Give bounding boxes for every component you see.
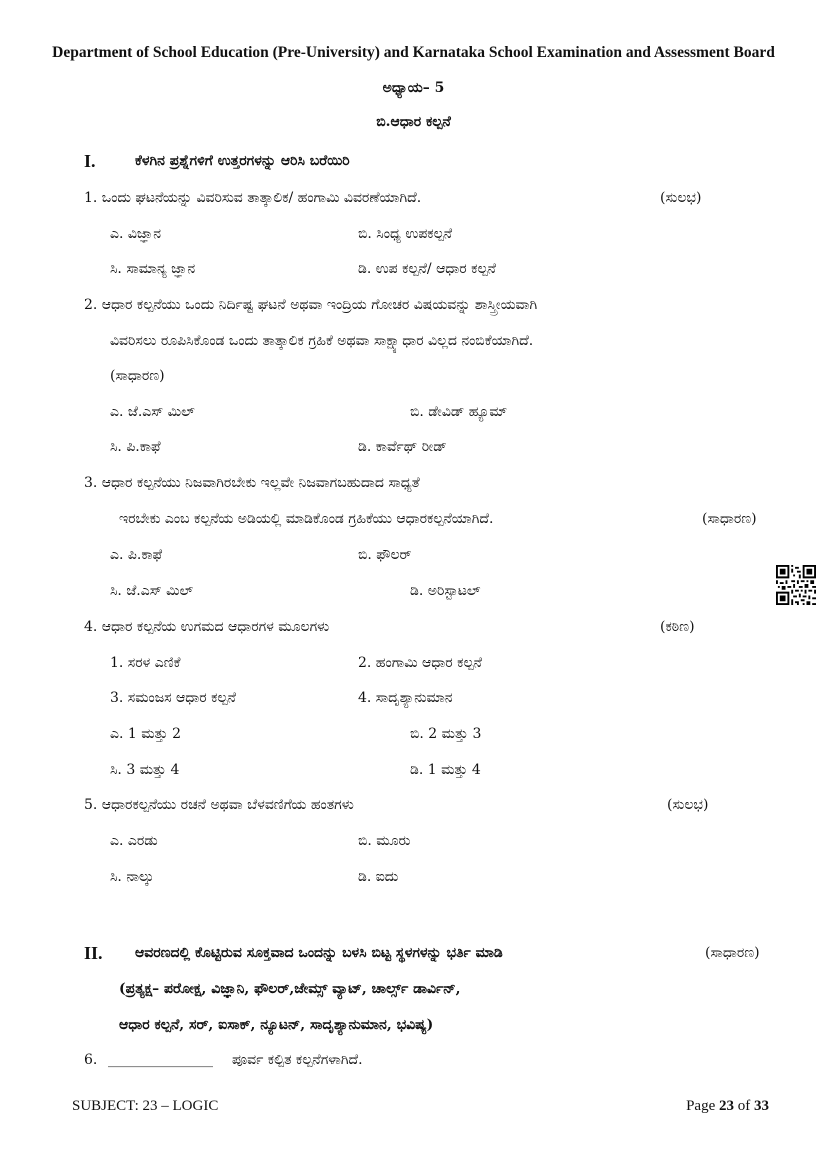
question-5-text: 5. ಆಧಾರಕಲ್ಪನೆಯು ರಚನೆ ಅಥವಾ ಬೆಳವಣಿಗೆಯ ಹಂತಗಳು [84,797,354,813]
question-2-option-c: ಸಿ. ಪಿ.ಕಾಫೆ [110,439,161,455]
question-5-level: (ಸುಲಭ) [667,797,709,813]
section-2-word-list-1: (ಪ್ರತ್ಯಕ್ಷ– ಪರೋಕ್ಷ, ವಿಜ್ಞಾನಿ, ಫೌಲರ್,ಜೇಮ್ಸ್ ವ್ಯಾಟ್, ಚಾರ್ಲ್ಸ್ ಡಾರ್ವಿನ್, [119,981,461,997]
footer-page-number [686,1098,769,1115]
question-2-option-b: ಬಿ. ಡೇವಿಡ್ ಹ್ಯೂಮ್ [410,404,508,420]
question-2-option-a: ಎ. ಜೆ.ಎಸ್ ಮಿಲ್ [110,404,195,420]
question-3-option-b: ಬಿ. ಫೌಲರ್ [358,547,412,563]
question-2-line-1: 2. ಆಧಾರ ಕಲ್ಪನೆಯು ಒಂದು ನಿರ್ದಿಷ್ಟ ಘಟನೆ ಅಥವಾ ಇಂದ್ರಿಯ ಗೋಚರ ವಿಷಯವನ್ನು ಶಾಸ್ತ್ರೀಯವಾಗಿ [84,297,538,313]
question-4-option-c: ಸಿ. 3 ಮತ್ತು 4 [110,762,180,778]
footer-page-of: of [737,1098,751,1114]
question-5-option-c: ಸಿ. ನಾಲ್ಕು [110,869,154,885]
question-3-option-a: ಎ. ಪಿ.ಕಾಫೆ [110,547,163,563]
footer-subject: SUBJECT: 23 – LOGIC [72,1098,219,1114]
question-4-item-4: 4. ಸಾದೃಶ್ಯಾನುಮಾನ [358,690,453,706]
question-5-option-a: ಎ. ಎರಡು [110,833,158,849]
question-6-blank: _______________ [108,1052,213,1068]
question-6-text: ಪೂರ್ವ ಕಲ್ಪಿತ ಕಲ್ಪನೆಗಳಾಗಿದೆ. [232,1052,363,1068]
footer-page-current: 23 [719,1098,734,1114]
question-3-level: (ಸಾಧಾರಣ) [702,511,757,527]
question-1-option-c: ಸಿ. ಸಾಮಾನ್ಯ ಜ್ಞಾನ [110,261,196,277]
qr-code-icon [776,565,816,605]
question-4-item-1: 1. ಸರಳ ಎಣಿಕೆ [110,655,181,671]
question-3-line-1: 3. ಆಧಾರ ಕಲ್ಪನೆಯು ನಿಜವಾಗಿರಬೇಕು ಇಲ್ಲವೇ ನಿಜವಾಗಬಹುದಾದ ಸಾಧ್ಯತೆ [84,475,420,491]
section-2-title: ಆವರಣದಲ್ಲಿ ಕೊಟ್ಟಿರುವ ಸೂಕ್ತವಾದ ಒಂದನ್ನು ಬಳಸಿ ಬಿಟ್ಟ ಸ್ಥಳಗಳನ್ನು ಭರ್ತಿ ಮಾಡಿ [135,945,503,961]
question-5-option-d: ಡಿ. ಐದು [358,869,399,885]
question-1-text: 1. ಒಂದು ಘಟನೆಯನ್ನು ವಿವರಿಸುವ ತಾತ್ಕಾಲಿಕ/ ಹಂಗಾಮಿ ವಿವರಣೆಯಾಗಿದೆ. [84,190,422,206]
section-1-number: I. [84,151,96,171]
question-4-item-2: 2. ಹಂಗಾಮಿ ಆಧಾರ ಕಲ್ಪನೆ [358,655,482,671]
chapter-title: ಅಧ್ಯಾಯ– 5 [382,80,445,96]
question-3-line-2: ಇರಬೇಕು ಎಂಬ ಕಲ್ಪನೆಯ ಅಡಿಯಲ್ಲಿ ಮಾಡಿಕೊಂಡ ಗ್ರಹಿಕೆಯು ಆಧಾರಕಲ್ಪನೆಯಾಗಿದೆ. [119,511,494,527]
question-2-level: (ಸಾಧಾರಣ) [110,368,165,384]
question-1-option-d: ಡಿ. ಉಪ ಕಲ್ಪನೆ/ ಆಧಾರ ಕಲ್ಪನೆ [358,261,496,277]
question-4-item-3: 3. ಸಮಂಜಸ ಆಧಾರ ಕಲ್ಪನೆ [110,690,236,706]
question-2-option-d: ಡಿ. ಕಾರ್ವೆಥ್ ರೀಡ್ [358,439,447,455]
chapter-subtitle: ಬಿ.ಆಧಾರ ಕಲ್ಪನೆ [376,114,451,130]
question-6-number: 6. [84,1052,98,1068]
question-4-text: 4. ಆಧಾರ ಕಲ್ಪನೆಯ ಉಗಮದ ಆಧಾರಗಳ ಮೂಲಗಳು [84,619,330,635]
question-4-option-d: ಡಿ. 1 ಮತ್ತು 4 [410,762,481,778]
question-1-level: (ಸುಲಭ) [660,190,702,206]
section-1-title: ಕೆಳಗಿನ ಪ್ರಶ್ನೆಗಳಿಗೆ ಉತ್ತರಗಳನ್ನು ಆರಿಸಿ ಬರೆಯಿರಿ [135,153,350,169]
question-3-option-c: ಸಿ. ಜೆ.ಎಸ್ ಮಿಲ್ [110,583,194,599]
section-2-level: (ಸಾಧಾರಣ) [705,945,760,961]
question-4-level: (ಕಠಿಣ) [660,619,695,635]
question-5-option-b: ಬಿ. ಮೂರು [358,833,411,849]
question-4-option-b: ಬಿ. 2 ಮತ್ತು 3 [410,726,482,742]
section-2-word-list-2: ಆಧಾರ ಕಲ್ಪನೆ, ಸರ್, ಐಸಾಕ್, ನ್ಯೂಟನ್, ಸಾದೃಶ್ಯಾನುಮಾನ, ಭವಿಷ್ಯ) [119,1017,434,1033]
question-4-option-a: ಎ. 1 ಮತ್ತು 2 [110,726,181,742]
question-1-option-a: ಎ. ವಿಜ್ಞಾನ [110,226,161,242]
page-header: Department of School Education (Pre-University) and Karnataka School Examination and Assessment Board [52,44,775,61]
question-1-option-b: ಬಿ. ಸಿಂಧ್ಯ ಉಪಕಲ್ಪನೆ [358,226,453,242]
section-2-number: II. [84,943,103,963]
footer-page-total: 33 [754,1098,769,1114]
question-3-option-d: ಡಿ. ಅರಿಸ್ಟಾಟಲ್ [410,583,481,599]
question-2-line-2: ವಿವರಿಸಲು ರೂಪಿಸಿಕೊಂಡ ಒಂದು ತಾತ್ಕಾಲಿಕ ಗ್ರಹಿಕೆ ಅಥವಾ ಸಾಕ್ಷ್ಯಾಧಾರ ವಿಲ್ಲದ ನಂಬಿಕೆಯಾಗಿದೆ. [110,333,534,349]
footer-page-prefix: Page [686,1098,716,1114]
